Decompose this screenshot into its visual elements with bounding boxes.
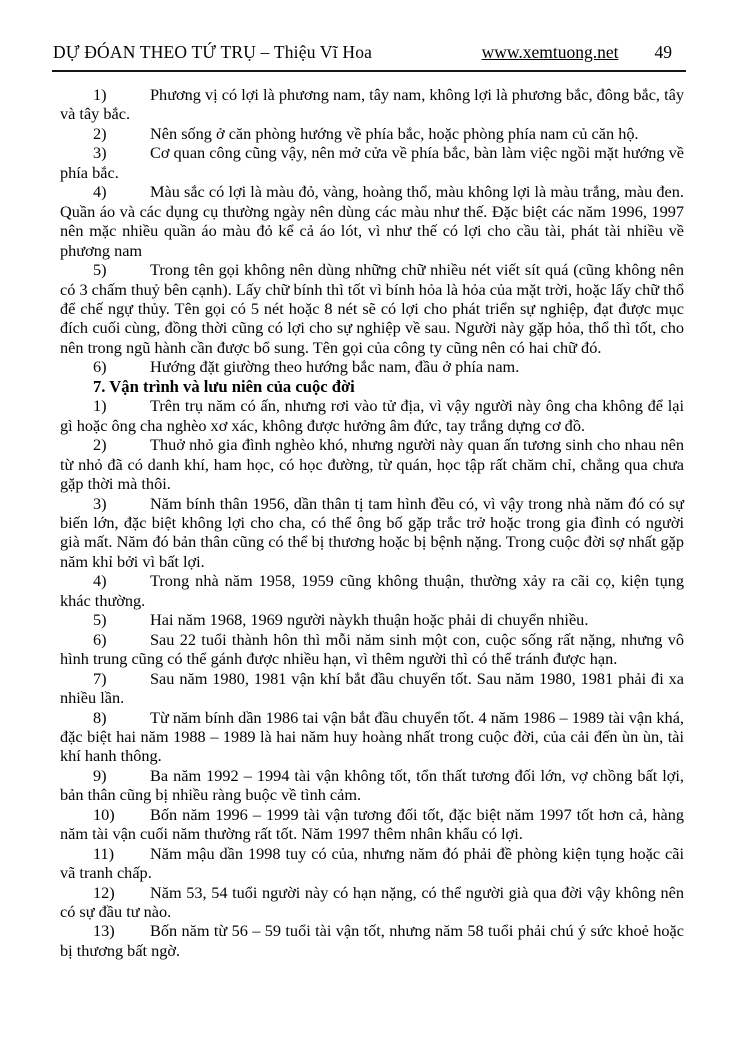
item-number: 2): [93, 435, 107, 455]
item-text: Năm mậu dần 1998 tuy có của, nhưng năm đó phải đề phòng kiện tụng hoặc cãi vã tranh chấp.: [60, 843, 684, 883]
item-number: 7): [93, 668, 107, 688]
list-item: [60, 396, 684, 435]
item-text: Bốn năm 1996 – 1999 tài vận tương đối tốt, đặc biệt năm 1997 tốt hơn cả, hàng năm tài vận cuối năm thường rất tốt. Năm 1997 thêm nhân khẩu có lợi.: [60, 804, 684, 844]
item-text: Trên trụ năm có ấn, nhưng rơi vào tử địa, vì vậy người này ông cha không để lại gì hoặc ông cha nghèo xơ xác, không được hưởng âm đức, tay trắng dựng cơ đồ.: [60, 396, 684, 435]
list-item: [60, 260, 684, 357]
list-item: [60, 921, 684, 960]
list-item: [60, 85, 684, 124]
item-text: Sau năm 1980, 1981 vận khí bắt đầu chuyển tốt. Sau năm 1980, 1981 phải đi xa nhiều lần.: [60, 668, 684, 708]
list-item: [60, 610, 684, 629]
item-number: 11): [93, 843, 115, 863]
page-header: [0, 0, 744, 63]
item-text: Ba năm 1992 – 1994 tài vận không tốt, tổn thất tương đối lớn, vợ chồng bất lợi, bản thân cũng bị nhiều ràng buộc về tình cảm.: [60, 765, 684, 805]
item-text: Hướng đặt giường theo hướng bắc nam, đầu ở phía nam.: [150, 357, 520, 377]
item-number: 12): [93, 882, 115, 902]
item-text: Năm bính thân 1956, dần thân tị tam hình đều có, vì vậy trong nhà năm đó có sự biến lớn, đặc biệt không lợi cho cha, có thể ông bố gặp trắc trở hoặc trong gia đình có người già mất. Năm đó bản thân cũng có thể bị thương hoặc bị bệnh nặng. Trong cuộc đời sợ nhất gặp năm khỉ bởi vì bất lợi.: [60, 493, 684, 571]
book-title: DỰ ĐÓAN THEO TỨ TRỤ – Thiệu Vĩ Hoa: [53, 42, 373, 62]
list-item: [60, 124, 684, 143]
item-number: 5): [93, 260, 107, 280]
item-text: Sau 22 tuổi thành hôn thì mỗi năm sinh một con, cuộc sống rất nặng, nhưng vô hình trung cũng có thể gánh được nhiều hạn, vì thêm người thì có thể tránh được hạn.: [60, 629, 684, 669]
list-item: [60, 805, 684, 844]
item-text: Thuở nhỏ gia đình nghèo khó, nhưng người này quan ấn tương sinh cho nhau nên từ nhỏ đã có danh khí, ham học, có học đường, từ quán, học tập rất chăm chỉ, chẳng qua chưa gặp thời mà thôi.: [60, 435, 684, 494]
list-item: [60, 708, 684, 766]
item-number: 3): [93, 143, 107, 163]
item-number: 2): [93, 123, 107, 143]
section-heading: 7. Vận trình và lưu niên của cuộc đời: [93, 376, 355, 396]
item-number: 6): [93, 357, 107, 377]
item-number: 1): [93, 396, 107, 416]
page-body: [0, 72, 744, 960]
list-item: [60, 494, 684, 572]
list-item: [60, 143, 684, 182]
item-number: 1): [93, 85, 107, 104]
list-item: [60, 630, 684, 669]
item-number: 6): [93, 629, 107, 649]
list-item: [60, 435, 684, 493]
item-number: 10): [93, 804, 115, 824]
item-text: Bốn năm từ 56 – 59 tuổi tài vận tốt, nhưng năm 58 tuổi phải chú ý sức khoẻ hoặc bị thương bất ngờ.: [60, 921, 684, 960]
list-item: [60, 182, 684, 260]
item-number: 9): [93, 765, 107, 785]
header-right: [482, 42, 672, 63]
list-life-fortune: [60, 396, 684, 960]
item-text: Cơ quan công cũng vậy, nên mở cửa về phía bắc, bàn làm việc ngồi mặt hướng về phía bắc.: [60, 143, 684, 182]
item-number: 4): [93, 182, 107, 202]
item-text: Hai năm 1968, 1969 người nàykh thuận hoặc phải di chuyển nhiều.: [150, 610, 589, 630]
website-link[interactable]: www.xemtuong.net: [481, 42, 619, 62]
item-text: Nên sống ở căn phòng hướng về phía bắc, hoặc phòng phía nam củ căn hộ.: [150, 123, 639, 143]
item-text: Trong tên gọi không nên dùng những chữ nhiều nét viết sít quá (cũng không nên có 3 chấm thuỷ bên cạnh). Lấy chữ bính thì tốt vì bính hỏa là hỏa của mặt trời, hoặc lấy chữ thổ để chế ngự thủy. Tên gọi có 5 nét hoặc 8 nét sẽ có lợi cho phát triển sự nghiệp, đạt được mục đích cuối cùng, đồng thời cũng có lợi cho sự nghiệp về sau. Người này gặp hỏa, thổ thì tốt, cho nên trong ngũ hành cần được bổ sung. Tên gọi của công ty cũng nên có hai chữ đó.: [60, 260, 684, 357]
item-number: 4): [93, 571, 107, 591]
item-text: Màu sắc có lợi là màu đỏ, vàng, hoàng thổ, màu không lợi là màu trắng, màu đen. Quần áo và các dụng cụ thường ngày nên dùng các màu như thế. Đặc biệt các năm 1996, 1997 nên mặc nhiều quần áo màu đỏ kể cả áo lót, vì như thế có lợi cho cầu tài, phát tài nhiều về phương nam: [60, 182, 684, 260]
list-item: [60, 844, 684, 883]
list-item: [60, 766, 684, 805]
item-number: 3): [93, 493, 107, 513]
item-number: 8): [93, 707, 107, 727]
item-text: Năm 53, 54 tuổi người này có hạn nặng, có thể người già qua đời vậy không nên có sự đầu tư nào.: [60, 882, 684, 922]
item-text: Trong nhà năm 1958, 1959 cũng không thuận, thường xảy ra cãi cọ, kiện tụng khác thường.: [60, 571, 684, 610]
list-feng-shui-advice: [60, 85, 684, 377]
list-item: [60, 357, 684, 376]
item-number: 13): [93, 921, 115, 941]
item-text: Từ năm bính dần 1986 tai vận bắt đầu chuyển tốt. 4 năm 1986 – 1989 tài vận khá, đặc biệt hai năm 1988 – 1989 là hai năm huy hoàng nhất trong cuộc đời, của cải đến ùn ùn, tài khí hanh thông.: [60, 707, 684, 766]
page-number: 49: [654, 42, 672, 62]
item-number: 5): [93, 610, 107, 630]
list-item: [60, 669, 684, 708]
list-item: [60, 883, 684, 922]
list-item: [60, 571, 684, 610]
item-text: Phương vị có lợi là phương nam, tây nam, không lợi là phương bắc, đông bắc, tây và tây bắc.: [60, 85, 684, 124]
